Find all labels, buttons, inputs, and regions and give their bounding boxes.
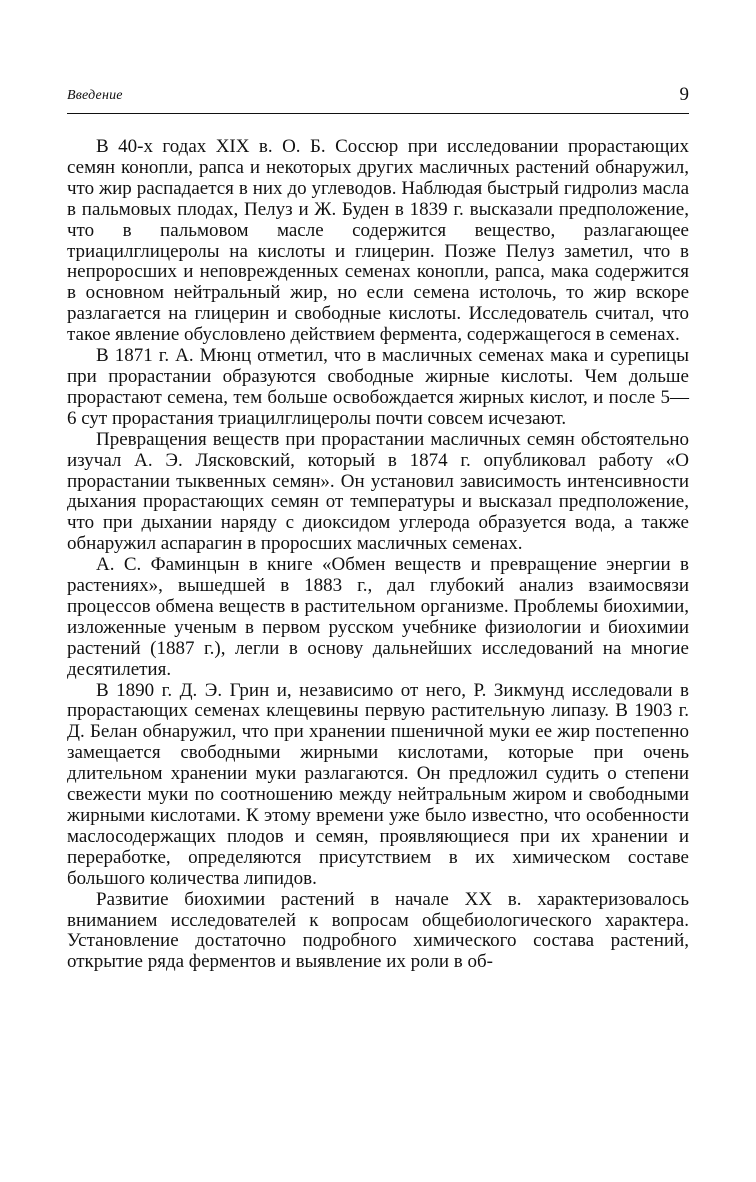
page-number: 9 [679, 84, 689, 105]
paragraph-4: А. С. Фаминцын в книге «Обмен веществ и превращение энергии в растениях», вышедшей в 1883 г., дал глубокий анализ взаимосвязи процессов обмена веществ в растительном организме. Проблемы биохимии, изложенные ученым в первом русском учебнике физиологии и биохимии растений (1887 г.), легли в основу дальнейших исследований на многие десятилетия. [67, 554, 689, 680]
paragraph-1: В 40-х годах XIX в. О. Б. Соссюр при исследовании прорастающих семян конопли, рапса и некоторых других масличных растений обнаружил, что жир распадается в них до углеводов. Наблюдая быстрый гидролиз масла в пальмовых плодах, Пелуз и Ж. Буден в 1839 г. высказали предположение, что в пальмовом масле содержится вещество, разлагающее триацилглицеролы на кислоты и глицерин. Позже Пелуз заметил, что в непроросших и неповрежденных семенах конопли, рапса, мака содержится в основном нейтральный жир, но если семена истолочь, то жир вскоре разлагается на глицерин и свободные кислоты. Исследователь считал, что такое явление обусловлено действием фермента, содержащегося в семенах. [67, 136, 689, 346]
header-rule [67, 113, 689, 114]
paragraph-2: В 1871 г. А. Мюнц отметил, что в масличных семенах мака и сурепицы при прорастании образуются свободные жирные кислоты. Чем дольше прорастают семена, тем больше освобождается жирных кислот, и после 5—6 сут прорастания триацилглицеролы почти совсем исчезают. [67, 345, 689, 429]
running-head [67, 84, 689, 110]
paragraph-5: В 1890 г. Д. Э. Грин и, независимо от него, Р. Зикмунд исследовали в прорастающих семенах клещевины первую растительную липазу. В 1903 г. Д. Белан обнаружил, что при хранении пшеничной муки ее жир постепенно замещается свободными жирными кислотами, которые при очень длительном хранении муки разлагаются. Он предложил судить о степени свежести муки по соотношению между нейтральным жиром и свободными жирными кислотами. К этому времени уже было известно, что особенности маслосодержащих плодов и семян, проявляющиеся при их хранении и переработке, определяются присутствием в их химическом составе большого количества липидов. [67, 679, 689, 889]
paragraph-6: Развитие биохимии растений в начале XX в. характеризовалось вниманием исследователей к вопросам общебиологического характера. Установление достаточно подробного химического состава растений, открытие ряда ферментов и выявление их роли в об- [67, 888, 689, 973]
section-title: Введение [67, 88, 123, 103]
body-text [67, 137, 689, 973]
paragraph-3: Превращения веществ при прорастании масличных семян обстоятельно изучал А. Э. Лясковский, который в 1874 г. опубликовал работу «О прорастании тыквенных семян». Он установил зависимость интенсивности дыхания прорастающих семян от температуры и высказал предположение, что при дыхании наряду с диоксидом углерода образуется вода, а также обнаружил аспарагин в проросших масличных семенах. [67, 428, 689, 555]
